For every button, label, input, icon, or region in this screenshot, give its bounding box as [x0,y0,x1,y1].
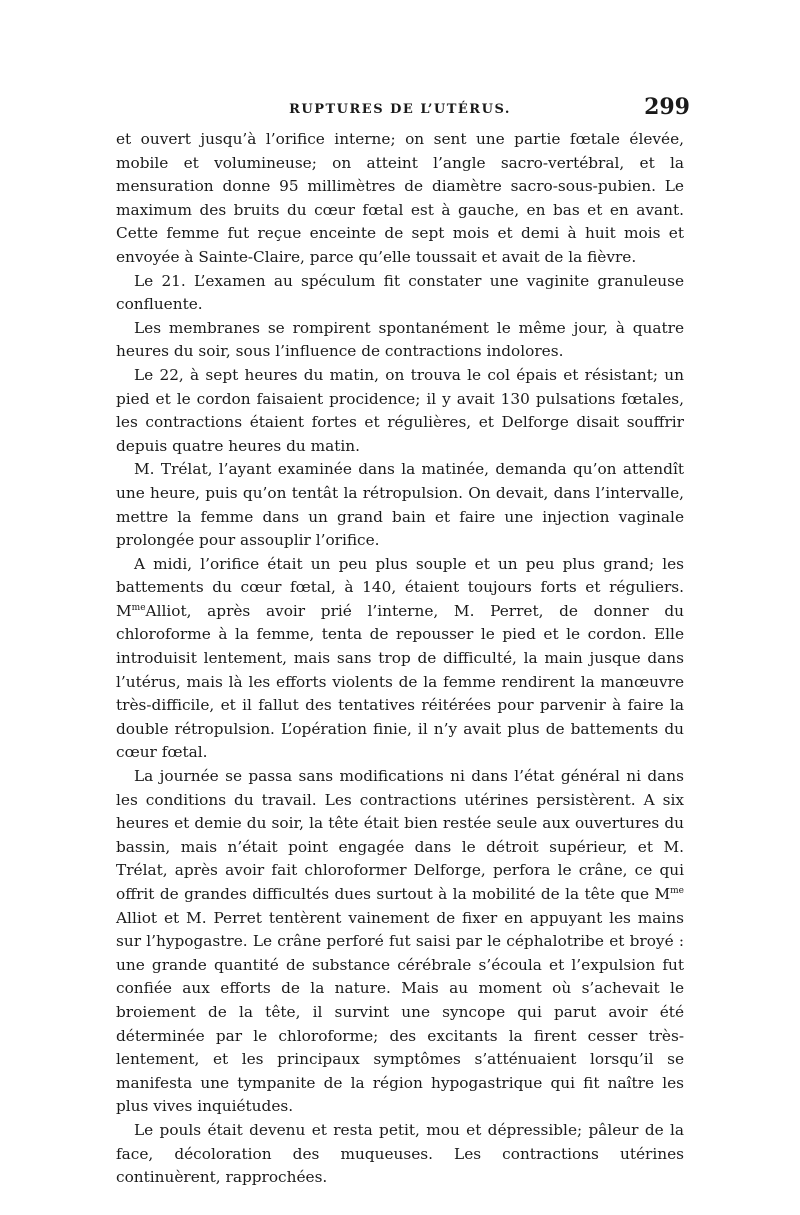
paragraph-text: La journée se passa sans modifications ni dans l’état général ni dans les conditions du travail. Les contractions utérines persistèrent. A six heures et demie du soir, la tête était bien restée seule aux ouvertures du bassin, mais n’était point engagée dans le détroit supérieur, et M. Trélat, après avoir fait chloroformer Delforge, perfora le crâne, ce qui offrit de grandes difficultés dues surtout à la mobilité de la tête que [116,767,684,903]
paragraph-text: Alliot et M. Perret tentèrent vainement de fixer en appuyant les mains sur l’hypogastre. Le crâne perforé fut saisi par le céphalotribe et broyé : une grande quantité de substance cérébrale s’écoula et l’expulsion fut confiée aux efforts de la nature. Mais au moment où s’achevait le broiement de la tête, il survint une syncope qui parut avoir été déterminée par le chloroforme; des excitants la firent cesser très-lentement, et les principaux symptômes s’atténuaient lorsqu’il se manifesta une tympanite de la région hypogastrique qui fit naître les plus vives inquiétudes. [116,908,684,1116]
paragraph-text: Alliot, après avoir prié l’interne, M. Perret, de donner du chloroforme à la femme, tenta de repousser le pied et le cordon. Elle introduisit lentement, mais sans trop de difficulté, la main jusque dans l’utérus, mais là les efforts violents de la femme rendirent la manœuvre très-difficile, et il fallut des tentatives réitérées pour parvenir à faire la double rétropulsion. L’opération finie, il n’y avait plus de battements du cœur fœtal. [116,601,684,762]
paragraph: et ouvert jusqu’à l’orifice interne; on sent une partie fœtale élevée, mobile et volumineuse; on atteint l’angle sacro-vertébral, et la mensuration donne 95 millimètres de diamètre sacro-sous-pubien. Le maximum des bruits du cœur fœtal est à gauche, en bas et en avant. Cette femme fut reçue enceinte de sept mois et demi à huit mois et envoyée à Sainte-Claire, parce qu’elle toussait et avait de la fièvre. [116,130,684,266]
running-title: RUPTURES DE L’UTÉRUS. [289,102,511,117]
paragraph: Le 21. L’examen au spéculum fit constater une vaginite granuleuse confluente. [116,271,684,314]
book-page [116,94,690,1190]
paragraph: Le 22, à sept heures du matin, on trouva le col épais et résistant; un pied et le cordon faisaient procidence; il y avait 130 pulsations fœtales, les contractions étaient fortes et régulières, et Delforge disait souffrir depuis quatre heures du matin. [116,365,684,455]
body-text [116,128,684,1190]
madame-abbrev: $M^{me}$ [654,885,684,903]
paragraph: Les membranes se rompirent spontanément le même jour, à quatre heures du soir, sous l’influence de contractions indolores. [116,318,684,361]
page-number: 299 [644,94,690,120]
paragraph: Le pouls était devenu et resta petit, mou et dépressible; pâleur de la face, décoloration des muqueuses. Les contractions utérines continuèrent, rapprochées. [116,1120,684,1187]
paragraph [116,765,684,1119]
page-header [116,94,690,122]
paragraph: M. Trélat, l’ayant examinée dans la matinée, demanda qu’on attendît une heure, puis qu’on tentât la rétropulsion. On devait, dans l’intervalle, mettre la femme dans un grand bain et faire une injection vaginale prolongée pour assouplir l’orifice. [116,460,684,550]
madame-abbrev: $M^{me}$ [116,601,146,620]
paragraph-text: A midi, l’orifice était un peu plus souple et un peu plus grand; les battements du cœur fœtal, à 140, étaient toujours forts et réguliers. [116,554,684,597]
paragraph [116,553,684,765]
